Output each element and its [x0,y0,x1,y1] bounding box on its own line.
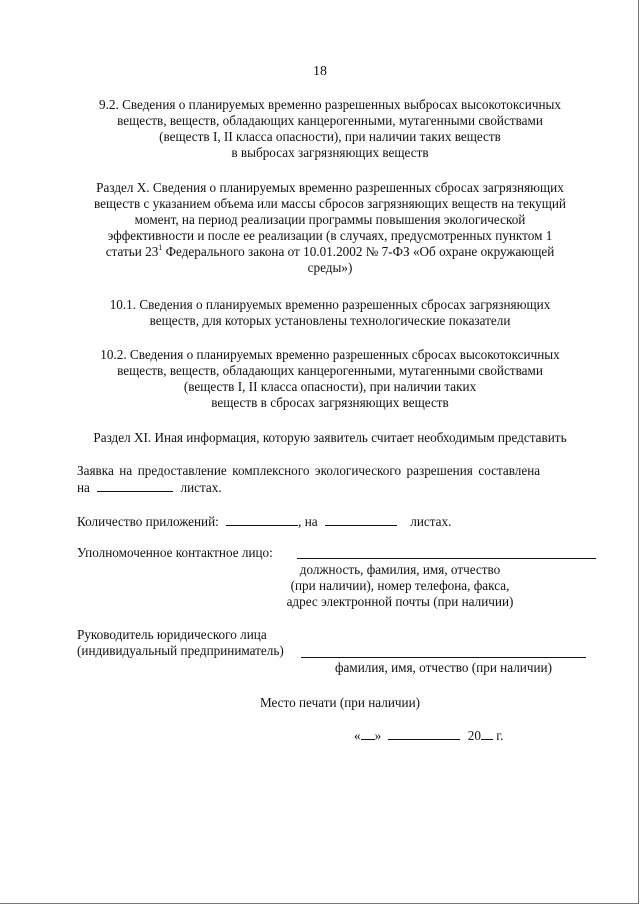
section-11-line: Раздел XI. Иная информация, которую заявитель считает необходимым представить [93,430,567,445]
section-10-line: Раздел X. Сведения о планируемых временно разрешенных сбросах загрязняющих [96,180,564,195]
section-9-2-line: в выбросах загрязняющих веществ [231,145,429,160]
section-10-line: эффективности и после ее реализации (в случаях, предусмотренных пунктом 1 [107,228,553,243]
head-of-entity-hint: фамилия, имя, отчество (при наличии) [334,660,552,675]
attachments-line: Количество приложений: , на листах. [77,514,452,529]
head-of-entity-label: Руководитель юридического лица (индивидуальный предприниматель) [77,627,284,658]
section-10-1-line: 10.1. Сведения о планируемых временно разрешенных сбросах загрязняющих [109,297,551,312]
contact-person-hint: должность, фамилия, имя, отчество (при наличии), номер телефона, факса, адрес электронной почты (при наличии) [286,562,514,609]
sheets-count-field[interactable] [97,479,173,492]
date-day-field[interactable] [361,727,375,740]
attachments-sheets-field[interactable] [325,513,397,526]
section-10-line: момент, на период реализации программы повышения экологической [134,212,526,227]
date-month-field[interactable] [388,727,460,740]
attachments-count-field[interactable] [226,513,298,526]
section-10-line: среды») [307,260,353,275]
section-9-2-line: (веществ I, II класса опасности), при наличии таких веществ [159,129,501,144]
application-line: Заявка на предоставление комплексного экологического разрешения составлена [77,463,541,478]
section-10-1 [70,297,590,329]
date-line: « » 20 г. [354,728,504,743]
contact-person-field[interactable] [297,558,596,559]
stamp-place: Место печати (при наличии) [259,695,421,710]
section-10-2-line: 10.2. Сведения о планируемых временно разрешенных сбросах высокотоксичных [100,347,560,362]
application-line: на листах. [77,480,222,495]
page-number: 18 [313,64,327,79]
section-10-2-line: (веществ I, II класса опасности), при наличии таких [183,379,477,394]
section-9-2-line: 9.2. Сведения о планируемых временно разрешенных выбросах высокотоксичных [99,97,561,112]
date-year-field[interactable] [481,727,493,740]
section-10-line: веществ с указанием объема или массы сбросов загрязняющих веществ на текущий [94,196,566,211]
footnote-superscript: 1 [158,243,163,252]
section-10-1-line: веществ, для которых установлены технологические показатели [149,313,511,328]
section-10-2-line: веществ в сбросах загрязняющих веществ [211,395,449,410]
application-statement [77,463,599,496]
head-of-entity-field[interactable] [301,657,586,658]
section-9-2-line: веществ, веществ, обладающих канцерогенными, мутагенными свойствами [117,113,543,128]
section-10 [70,180,590,276]
section-11 [60,430,600,446]
contact-person-label: Уполномоченное контактное лицо: [77,545,273,560]
section-10-line: статьи $23^1$ Федерального закона от 10.01.2002 № 7-ФЗ «Об охране окружающей [105,243,555,259]
section-10-2 [70,347,590,411]
section-9-2 [70,97,590,161]
section-10-2-line: веществ, веществ, обладающих канцерогенными, мутагенными свойствами [117,363,543,378]
